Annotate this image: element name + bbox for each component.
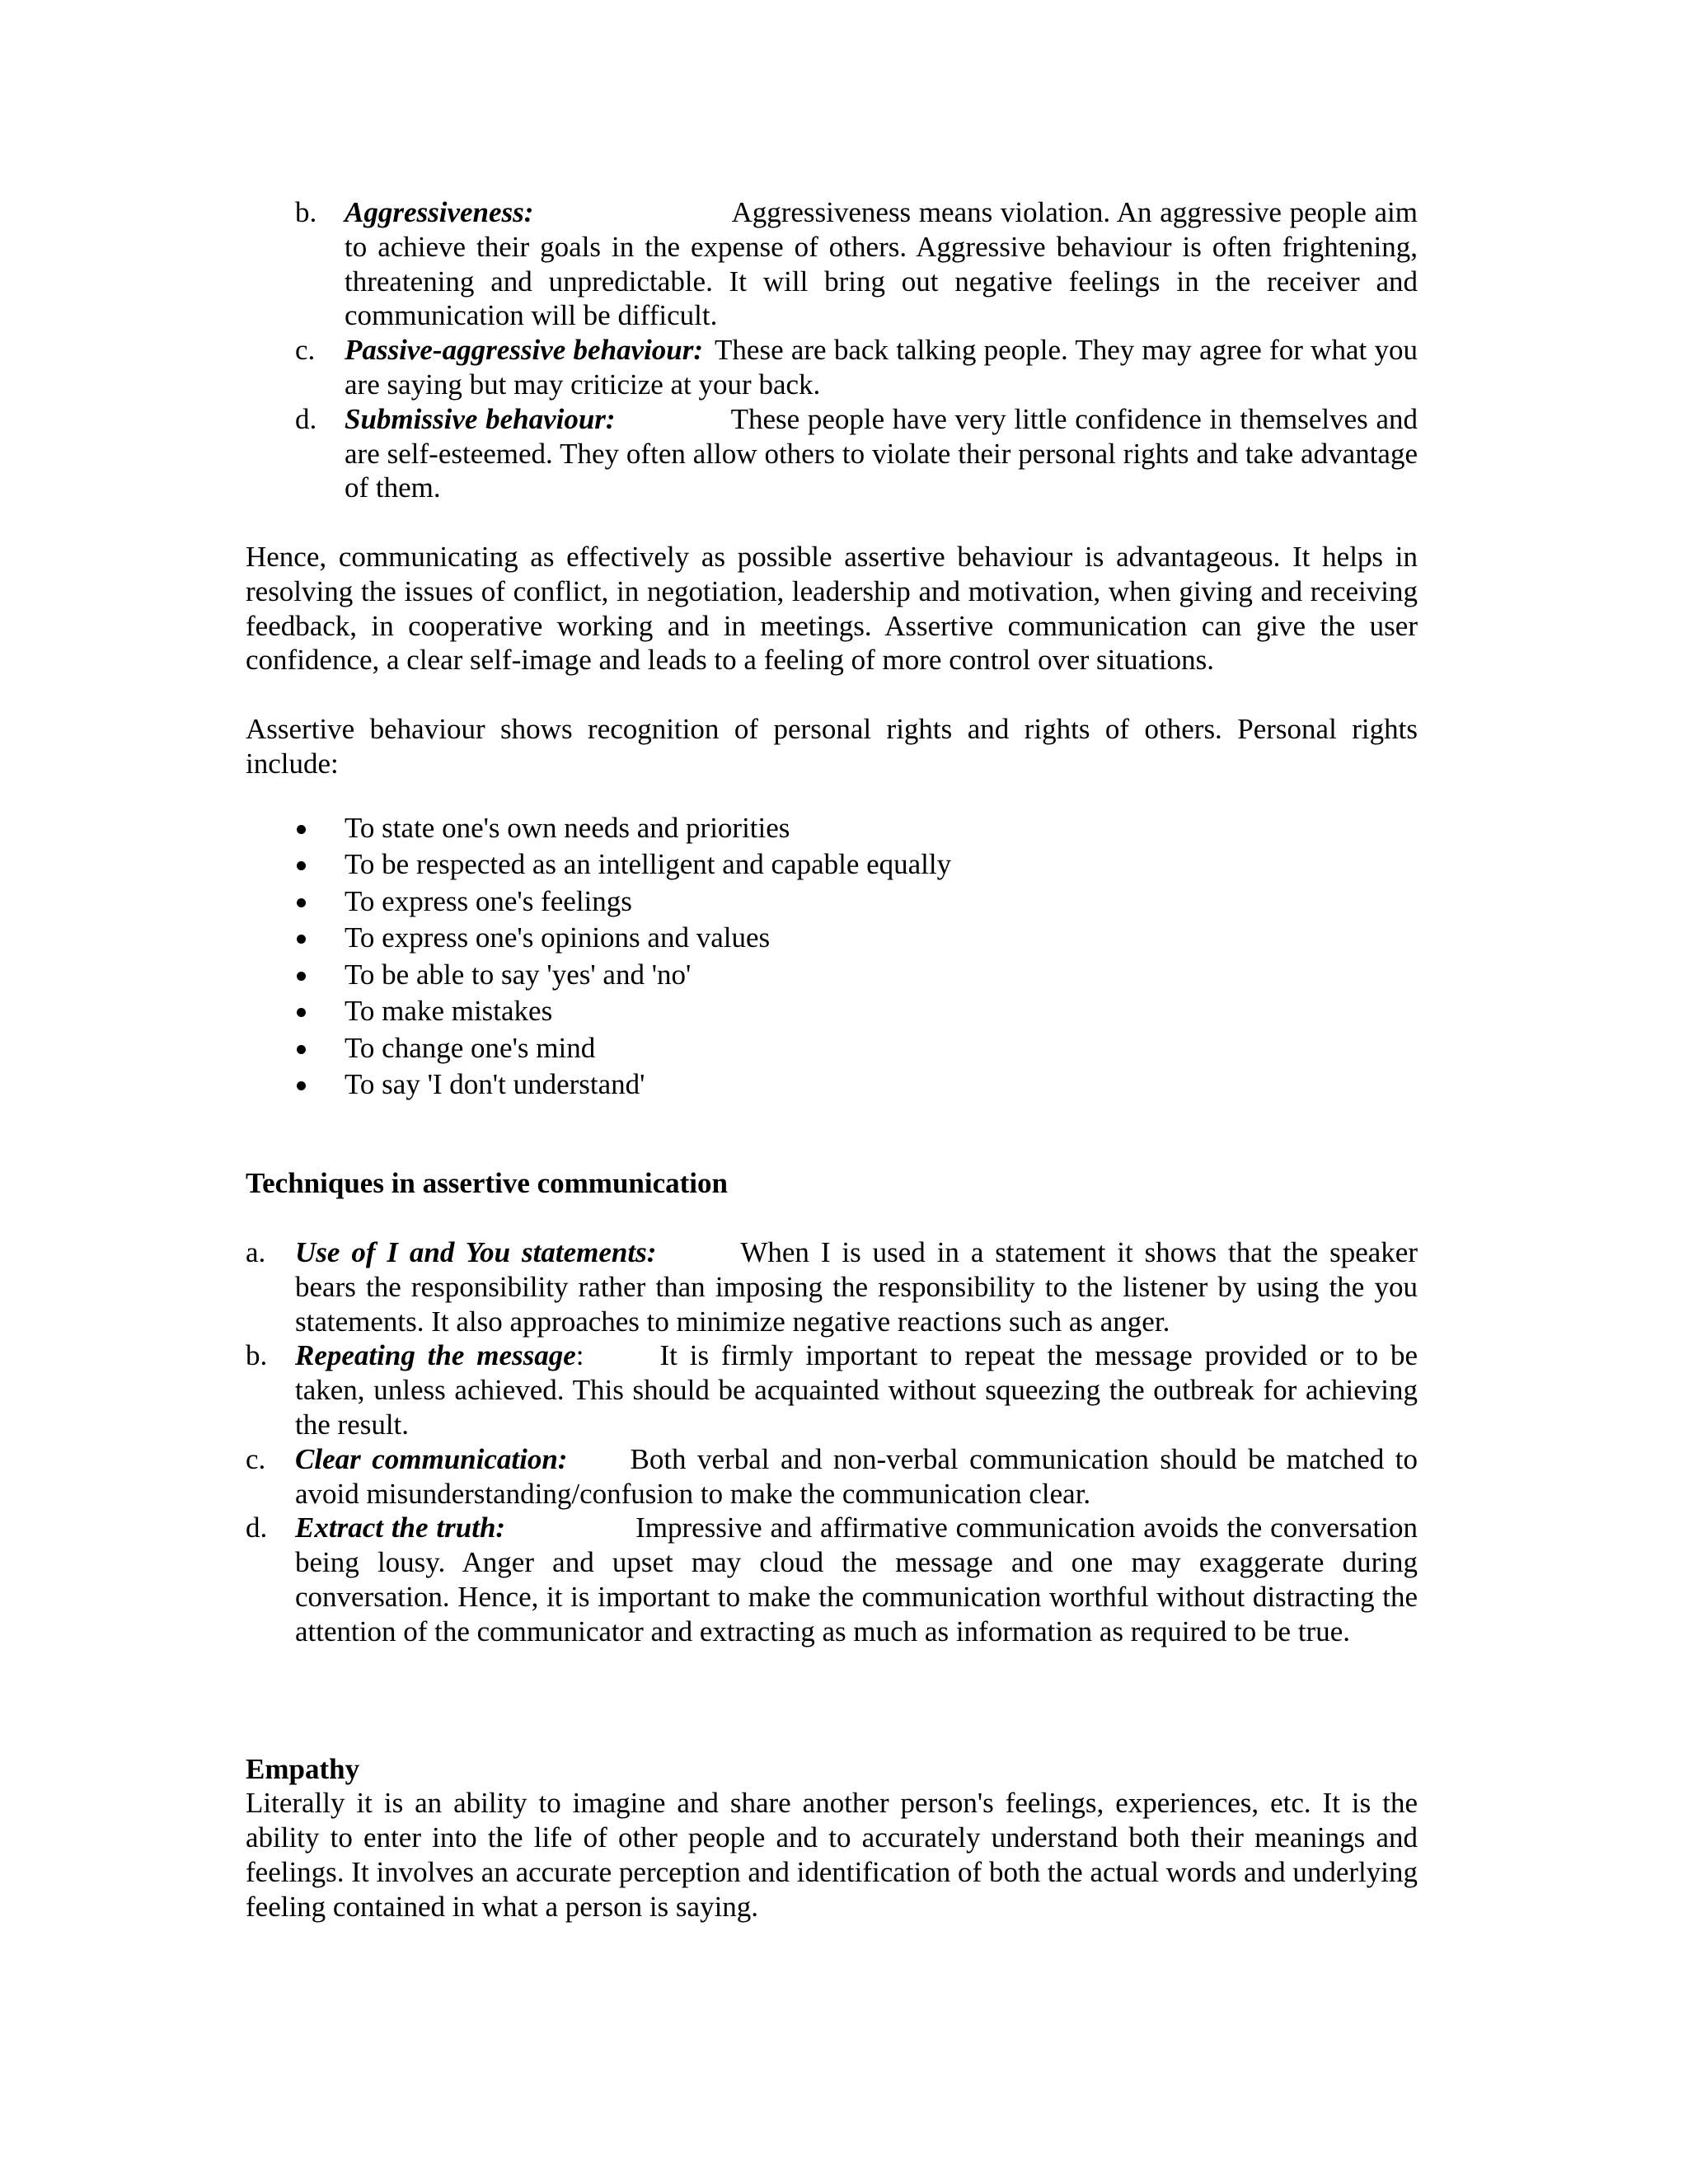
bullet-icon (297, 1008, 306, 1017)
section-heading-empathy: Empathy (246, 1752, 360, 1785)
description-text: It is firmly important to repeat the message provided or to be taken, unless achieved. This should be acquainted without squeezing the outbreak for achieving the result. (295, 1339, 1418, 1441)
term-clear-communication: Clear communication: (295, 1442, 568, 1475)
list-item (345, 883, 1418, 921)
term-extract-truth: Extract the truth: (295, 1511, 506, 1544)
list-item-text: To say 'I don't understand' (345, 1068, 645, 1101)
list-marker: b. (246, 1339, 268, 1372)
term-repeating-message: Repeating the message (295, 1339, 576, 1372)
list-item (295, 195, 1418, 333)
list-item (345, 957, 1418, 994)
bullet-icon (297, 825, 306, 834)
techniques-list (246, 1235, 1418, 1649)
description-text: When I is used in a statement it shows that the speaker bears the responsibility rather than imposing the responsibility to the listener by using the you statements. It also approaches to minimize negative reactions such as anger. (295, 1235, 1418, 1338)
list-item-text: To be respected as an intelligent and capable equally (345, 848, 952, 881)
bullet-icon (297, 861, 306, 870)
term-i-you-statements: Use of I and You statements: (295, 1235, 657, 1268)
list-item (246, 1442, 1418, 1511)
list-item (295, 402, 1418, 505)
bullet-icon (297, 935, 306, 944)
list-item-text: To change one's mind (345, 1031, 596, 1064)
paragraph-personal-rights: Assertive behaviour shows recognition of personal rights and rights of others. Personal rights include: (246, 712, 1418, 780)
list-item (345, 993, 1418, 1030)
list-item-text: To state one's own needs and priorities (345, 811, 790, 844)
list-item (345, 920, 1418, 957)
list-item (345, 846, 1418, 883)
section-heading-techniques: Techniques in assertive communication (246, 1167, 728, 1200)
list-item (246, 1511, 1418, 1648)
term-submissive: Submissive behaviour: (345, 402, 616, 435)
list-marker: d. (295, 402, 317, 435)
list-item (345, 1066, 1418, 1104)
description-text: These are back talking people. They may agree for what you are saying but may criticize at your back. (345, 334, 1418, 401)
rights-list (345, 810, 1418, 1104)
term-suffix: : (575, 1339, 584, 1372)
description-text: These people have very little confidence in themselves and are self-esteemed. They often allow others to violate their personal rights and take advantage of them. (345, 402, 1418, 504)
behaviour-list (295, 195, 1418, 505)
description-text: Both verbal and non-verbal communication should be matched to avoid misunderstanding/confusion to make the communication clear. (295, 1442, 1418, 1510)
list-marker: a. (246, 1235, 266, 1268)
list-marker: d. (246, 1511, 268, 1544)
bullet-icon (297, 898, 306, 907)
page-content (246, 195, 1418, 1924)
list-item (295, 333, 1418, 402)
paragraph-hence: Hence, communicating as effectively as possible assertive behaviour is advantageous. It helps in resolving the issues of conflict, in negotiation, leadership and motivation, when giving and receiving feedback, in cooperative working and in meetings. Assertive communication can give the user confidence, a clear self-image and leads to a feeling of more control over situations. (246, 540, 1418, 677)
list-marker: b. (295, 196, 317, 228)
list-item (246, 1338, 1418, 1441)
list-item (345, 810, 1418, 847)
list-item-text: To express one's opinions and values (345, 921, 771, 954)
bullet-icon (297, 972, 306, 981)
description-text: Aggressiveness means violation. An aggressive people aim to achieve their goals in the expense of others. Aggressive behaviour is often frightening, threatening and unpredictable. It will bring out negative feelings in the receiver and communication will be difficult. (345, 196, 1418, 332)
paragraph-empathy: Literally it is an ability to imagine and share another person's feelings, experiences, etc. It is the ability to enter into the life of other people and to accurately understand both their meanings and feelings. It involves an accurate perception and identification of both the actual words and underlying feeling contained in what a person is saying. (246, 1787, 1418, 1923)
list-item (246, 1235, 1418, 1338)
list-item-text: To be able to say 'yes' and 'no' (345, 958, 692, 991)
list-item-text: To express one's feelings (345, 884, 632, 917)
term-aggressiveness: Aggressiveness: (345, 196, 534, 228)
list-item (345, 1030, 1418, 1067)
list-item-text: To make mistakes (345, 995, 553, 1028)
list-marker: c. (295, 334, 316, 367)
term-passive-aggressive: Passive-aggressive behaviour: (345, 334, 704, 367)
bullet-icon (297, 1045, 306, 1054)
list-marker: c. (246, 1442, 266, 1475)
description-text: Impressive and affirmative communication avoids the conversation being lousy. Anger and upset may cloud the message and one may exaggerate during conversation. Hence, it is important to make the communication worthful without distracting the attention of the communicator and extracting as much as information as required to be true. (295, 1511, 1418, 1647)
bullet-icon (297, 1081, 306, 1090)
